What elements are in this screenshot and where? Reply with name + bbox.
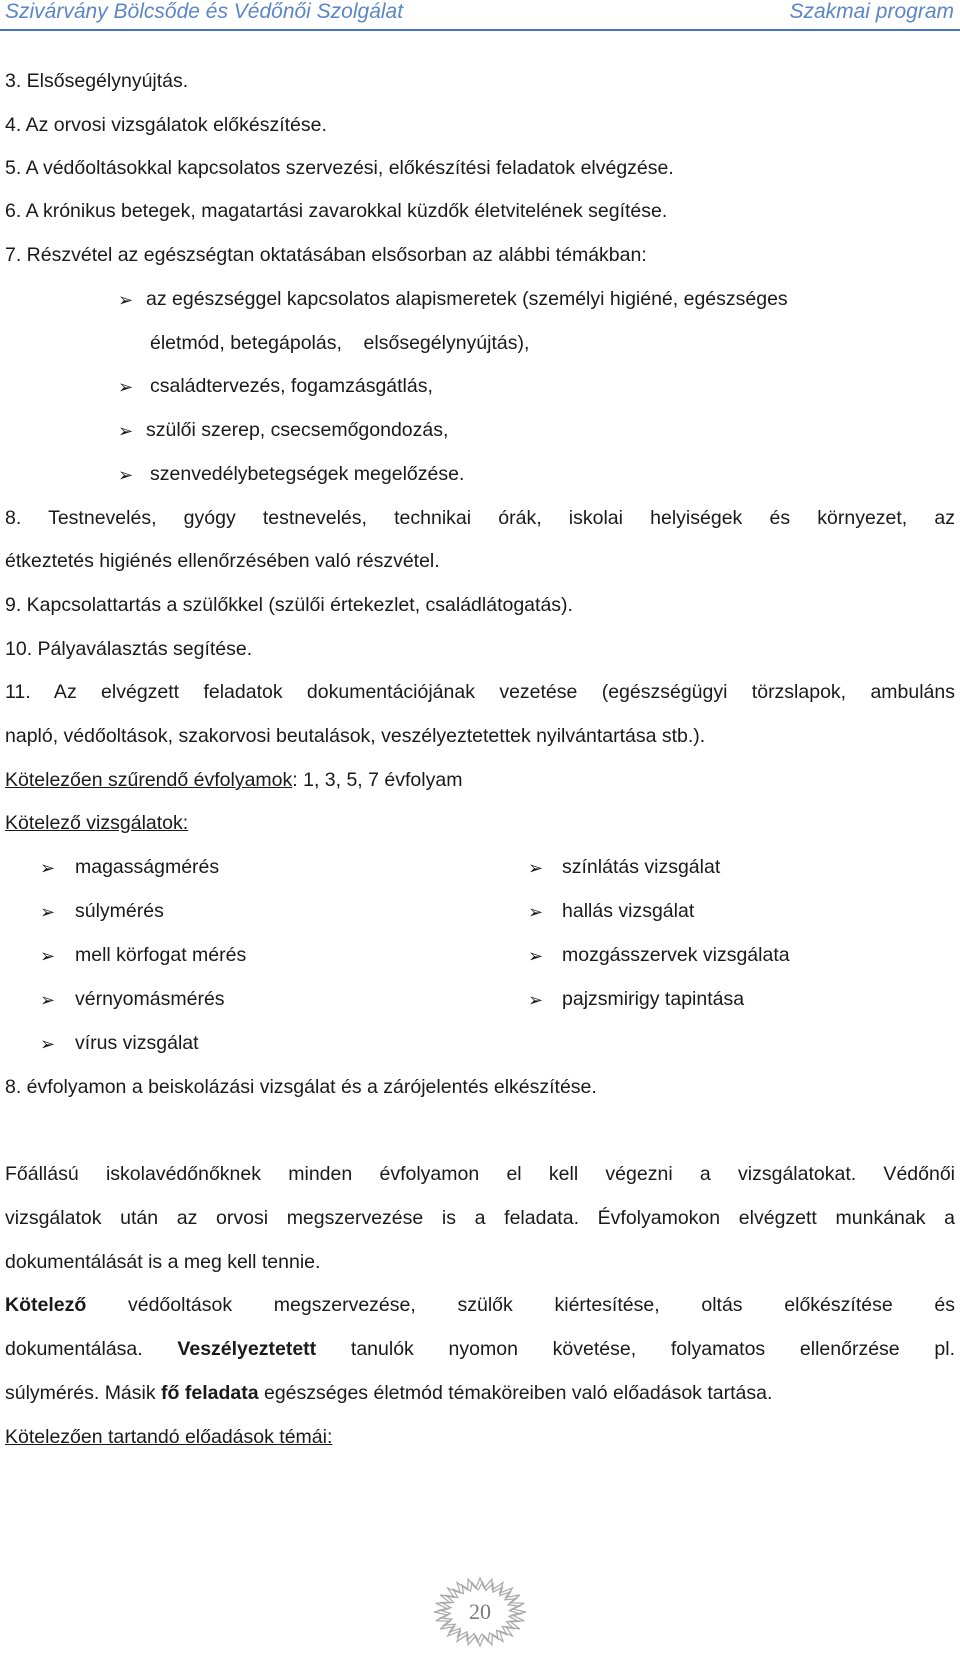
item-11-line-1: 11. Az elvégzett feladatok dokumentációjának vezetése (egészségügyi törzslapok, ambuláns	[5, 681, 955, 703]
para-1-line-2: vizsgálatok után az orvosi megszervezése is a feladata. Évfolyamokon elvégzett munkának a	[5, 1207, 955, 1229]
screening-value: : 1, 3, 5, 7 évfolyam	[292, 769, 463, 791]
arrow-bullet-icon: ➢	[528, 858, 544, 878]
arrow-bullet-icon: ➢	[528, 946, 544, 966]
exam-right-1: színlátás vizsgálat	[562, 856, 721, 878]
para-2-line-3-text: egészséges életmód témaköreiben való előadások tartása.	[258, 1382, 773, 1404]
para-2-line-2-text: tanulók nyomon követése, folyamatos ellenőrzése pl.	[316, 1338, 955, 1360]
arrow-bullet-icon: ➢	[528, 990, 544, 1010]
final-exam-note: 8. évfolyamon a beiskolázási vizsgálat és a zárójelentés elkészítése.	[5, 1076, 597, 1098]
item-10: 10. Pályaválasztás segítése.	[5, 638, 253, 660]
topic-3: szülői szerep, csecsemőgondozás,	[146, 419, 449, 441]
item-5: 5. A védőoltásokkal kapcsolatos szervezési, előkészítési feladatok elvégzése.	[5, 157, 674, 179]
item-7: 7. Részvétel az egészségtan oktatásában elsősorban az alábbi témákban:	[5, 244, 647, 266]
header-organization: Szivárvány Bölcsőde és Védőnői Szolgálat	[5, 0, 404, 23]
bold-at-risk: Veszélyeztetett	[177, 1338, 317, 1360]
exam-left-3: mell körfogat mérés	[75, 944, 247, 966]
arrow-bullet-icon: ➢	[528, 902, 544, 922]
exam-left-1: magasságmérés	[75, 856, 220, 878]
arrow-bullet-icon: ➢	[118, 421, 134, 441]
item-3: 3. Elsősegélynyújtás.	[5, 70, 189, 92]
arrow-bullet-icon: ➢	[118, 465, 134, 485]
item-6: 6. A krónikus betegek, magatartási zavarokkal küzdők életvitelének segítése.	[5, 200, 668, 222]
exam-left-4: vérnyomásmérés	[75, 988, 225, 1010]
arrow-bullet-icon: ➢	[118, 290, 134, 310]
page-header	[0, 0, 960, 30]
exam-left-2: súlymérés	[75, 900, 164, 922]
para-2-line-2	[5, 1337, 955, 1361]
lectures-heading: Kötelezően tartandó előadások témái:	[5, 1426, 333, 1448]
para-2-line-2-lead: dokumentálása.	[5, 1338, 178, 1360]
arrow-bullet-icon: ➢	[40, 990, 56, 1010]
header-document-title: Szakmai program	[789, 0, 954, 23]
exam-right-2: hallás vizsgálat	[562, 900, 695, 922]
arrow-bullet-icon: ➢	[118, 377, 134, 397]
topic-1-line-1: az egészséggel kapcsolatos alapismeretek (személyi higiéné, egészséges	[146, 288, 788, 310]
exam-right-3: mozgásszervek vizsgálata	[562, 944, 790, 966]
page-number: 20	[469, 1599, 491, 1624]
bold-mandatory: Kötelező	[5, 1294, 87, 1316]
topic-2: családtervezés, fogamzásgátlás,	[150, 375, 433, 397]
topic-1-line-2: életmód, betegápolás, elsősegélynyújtás),	[150, 332, 530, 354]
screening-label: Kötelezően szűrendő évfolyamok	[5, 769, 293, 791]
para-1-line-3: dokumentálását is a meg kell tennie.	[5, 1251, 321, 1273]
bold-main-task: fő feladata	[161, 1382, 259, 1404]
arrow-bullet-icon: ➢	[40, 902, 56, 922]
screening-grades	[5, 768, 462, 792]
exam-right-4: pajzsmirigy tapintása	[562, 988, 745, 1010]
item-4: 4. Az orvosi vizsgálatok előkészítése.	[5, 114, 327, 136]
topic-4: szenvedélybetegségek megelőzése.	[150, 463, 465, 485]
para-2-line-3-lead: súlymérés. Másik	[5, 1382, 162, 1404]
para-2-line-1	[5, 1293, 955, 1317]
exam-left-5: vírus vizsgálat	[75, 1032, 199, 1054]
para-2-line-1-text: védőoltások megszervezése, szülők kiértesítése, oltás előkészítése és	[86, 1294, 955, 1316]
para-2-line-3	[5, 1381, 772, 1405]
exams-heading: Kötelező vizsgálatok:	[5, 812, 189, 834]
item-11-line-2: napló, védőoltások, szakorvosi beutalások, veszélyeztetettek nyilvántartása stb.).	[5, 725, 706, 747]
item-8-line-2: étkeztetés higiénés ellenőrzésében való részvétel.	[5, 550, 440, 572]
arrow-bullet-icon: ➢	[40, 946, 56, 966]
item-9: 9. Kapcsolattartás a szülőkkel (szülői értekezlet, családlátogatás).	[5, 594, 573, 616]
item-8-line-1: 8. Testnevelés, gyógy testnevelés, technikai órák, iskolai helyiségek és környezet, az	[5, 507, 955, 529]
para-1-line-1: Főállású iskolavédőnőknek minden évfolyamon el kell végezni a vizsgálatokat. Védőnői	[5, 1163, 955, 1185]
arrow-bullet-icon: ➢	[40, 1034, 56, 1054]
arrow-bullet-icon: ➢	[40, 858, 56, 878]
header-rule	[0, 29, 960, 31]
